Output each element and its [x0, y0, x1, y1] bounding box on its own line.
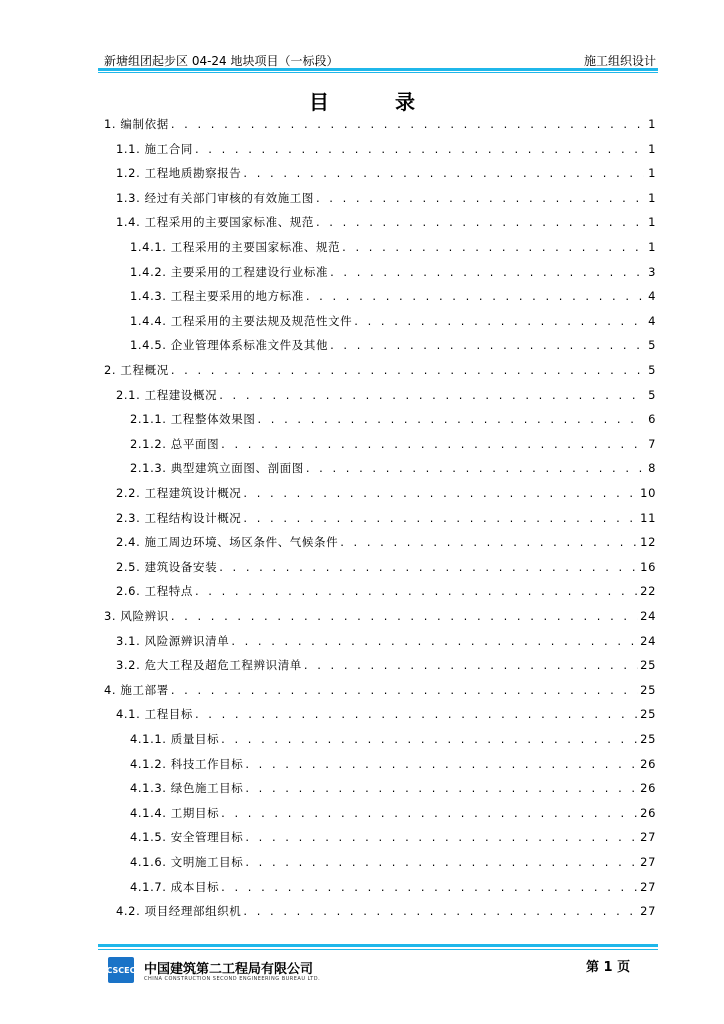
toc-dot-leader — [243, 486, 638, 500]
toc-entry-page: 12 — [640, 535, 656, 550]
toc-entry-title: 2.1.2. 总平面图 — [130, 436, 220, 451]
toc-dot-leader — [306, 461, 644, 475]
toc-entry-page: 5 — [648, 363, 656, 377]
toc-dot-leader — [231, 634, 638, 648]
toc-dot-leader — [342, 240, 644, 254]
toc-entry — [116, 583, 656, 603]
toc-entry — [116, 387, 656, 407]
toc-entry — [116, 534, 656, 554]
toc-entry-title: 4.1.5. 安全管理目标 — [130, 830, 244, 845]
toc-entry — [116, 706, 656, 726]
toc-dot-leader — [243, 166, 644, 180]
toc-entry — [130, 756, 656, 776]
toc-entry-page: 5 — [648, 387, 656, 402]
toc-dot-leader — [245, 830, 638, 844]
toc-entry — [130, 288, 656, 308]
toc-dot-leader — [221, 732, 638, 746]
toc-entry — [116, 141, 656, 161]
footer-rule-thin — [98, 949, 658, 950]
toc-entry-title: 2.1.1. 工程整体效果图 — [130, 412, 256, 427]
header-project-title: 新塘组团起步区 04-24 地块项目（一标段） — [104, 54, 339, 68]
toc-entry-title: 2.6. 工程特点 — [116, 584, 193, 599]
toc-dot-leader — [171, 117, 644, 131]
toc-entry-page: 25 — [640, 682, 656, 697]
toc-entry-title: 3.2. 危大工程及超危工程辨识清单 — [116, 658, 302, 673]
toc-dot-leader — [257, 412, 644, 426]
toc-entry-page: 1 — [648, 166, 656, 181]
toc-entry-page: 1 — [648, 141, 656, 156]
toc-entry-title: 4.1.1. 质量目标 — [130, 732, 220, 746]
toc-dot-leader — [245, 781, 638, 795]
toc-entry-title: 1. 编制依据 — [104, 117, 169, 131]
toc-dot-leader — [243, 511, 638, 525]
toc-entry-title: 4.1.7. 成本目标 — [130, 879, 220, 894]
toc-entry-title: 4.1. 工程目标 — [116, 707, 193, 722]
toc-dot-leader — [316, 191, 644, 205]
company-name-english: CHINA CONSTRUCTION SECOND ENGINEERING BUREAU LTD. — [144, 976, 321, 982]
toc-entry-page: 26 — [640, 756, 656, 771]
toc-entry-page: 25 — [640, 707, 656, 722]
logo-lettering: CSCEC — [106, 965, 136, 975]
toc-entry — [130, 411, 656, 431]
toc-entry-page: 22 — [640, 584, 656, 599]
toc-entry-page: 25 — [640, 732, 656, 746]
page-header — [104, 48, 656, 68]
toc-entry — [116, 903, 656, 923]
toc-entry-page: 11 — [640, 510, 656, 525]
toc-dot-leader — [245, 855, 638, 869]
toc-entry — [130, 313, 656, 333]
toc-entry — [104, 682, 656, 702]
toc-dot-leader — [221, 437, 644, 451]
toc-entry-page: 25 — [640, 658, 656, 673]
toc-entry-title: 2. 工程概况 — [104, 363, 169, 377]
toc-dot-leader — [340, 535, 638, 549]
toc-dot-leader — [171, 363, 644, 377]
toc-dot-leader — [221, 806, 638, 820]
toc-entry — [116, 485, 656, 505]
toc-entry-page: 3 — [648, 264, 656, 279]
toc-entry — [116, 510, 656, 530]
toc-entry-page: 26 — [640, 805, 656, 820]
company-logo-icon — [108, 957, 134, 983]
toc-dot-leader — [304, 658, 638, 672]
toc-entry-title: 4.1.3. 绿色施工目标 — [130, 781, 244, 796]
header-rule — [98, 68, 658, 71]
toc-dot-leader — [330, 265, 644, 279]
toc-dot-leader — [171, 683, 638, 697]
toc-entry-title: 1.4.5. 企业管理体系标准文件及其他 — [130, 338, 329, 353]
toc-entry-title: 4.1.2. 科技工作目标 — [130, 756, 244, 771]
toc-entry — [130, 239, 656, 259]
toc-entry-page: 1 — [648, 117, 656, 131]
toc-entry-page: 4 — [648, 313, 656, 328]
toc-entry — [130, 436, 656, 456]
toc-entry-title: 4.1.6. 文明施工目标 — [130, 855, 244, 869]
header-rule-thin — [98, 72, 658, 73]
toc-entry — [130, 731, 656, 751]
toc-entry — [130, 460, 656, 480]
toc-entry-page: 26 — [640, 781, 656, 796]
toc-entry — [116, 657, 656, 677]
toc-entry-page: 24 — [640, 609, 656, 623]
toc-entry — [104, 608, 656, 628]
toc-dot-leader — [243, 904, 638, 918]
toc-entry — [130, 264, 656, 284]
toc-dot-leader — [245, 757, 638, 771]
toc-entry-title: 1.4. 工程采用的主要国家标准、规范 — [116, 215, 314, 230]
toc-entry-title: 3. 风险辨识 — [104, 609, 169, 623]
toc-entry — [104, 116, 656, 136]
toc-entry — [116, 559, 656, 579]
toc-entry-title: 1.4.2. 主要采用的工程建设行业标准 — [130, 264, 329, 279]
toc-entry-title: 2.2. 工程建筑设计概况 — [116, 486, 242, 500]
page-number: 第 1 页 — [586, 960, 631, 975]
toc-dot-leader — [195, 142, 644, 156]
toc-entry-page: 27 — [640, 830, 656, 845]
toc-entry — [130, 879, 656, 899]
toc-dot-leader — [195, 707, 638, 721]
toc-entry-page: 4 — [648, 289, 656, 304]
toc-entry — [116, 633, 656, 653]
toc-entry-title: 1.3. 经过有关部门审核的有效施工图 — [116, 190, 314, 205]
toc-heading: 目录 — [309, 90, 481, 114]
toc-dot-leader — [219, 560, 638, 574]
toc-dot-leader — [316, 215, 644, 229]
toc-entry — [116, 214, 656, 234]
toc-entry-page: 7 — [648, 436, 656, 451]
toc-entry — [130, 854, 656, 874]
toc-entry — [104, 362, 656, 382]
company-name-chinese: 中国建筑第二工程局有限公司 — [144, 962, 314, 977]
toc-entry-title: 1.1. 施工合同 — [116, 141, 193, 156]
toc-entry-page: 5 — [648, 338, 656, 353]
toc-entry — [116, 190, 656, 210]
toc-entry-page: 16 — [640, 559, 656, 574]
toc-entry-title: 2.5. 建筑设备安装 — [116, 559, 218, 574]
toc-entry-page: 10 — [640, 486, 656, 500]
toc-entry-page: 27 — [640, 855, 656, 869]
toc-entry-title: 4.2. 项目经理部组织机 — [116, 904, 242, 919]
toc-dot-leader — [330, 338, 644, 352]
toc-dot-leader — [306, 289, 644, 303]
toc-dot-leader — [195, 584, 638, 598]
toc-entry — [130, 337, 656, 357]
toc-dot-leader — [171, 609, 638, 623]
footer-rule — [98, 944, 658, 947]
toc-entry-title: 2.1. 工程建设概况 — [116, 387, 218, 402]
header-document-type: 施工组织设计 — [583, 54, 656, 68]
toc-entry — [130, 829, 656, 849]
toc-entry-page: 8 — [648, 461, 656, 476]
toc-entry-title: 1.2. 工程地质勘察报告 — [116, 166, 242, 181]
toc-entry-title: 1.4.3. 工程主要采用的地方标准 — [130, 289, 304, 304]
toc-entry-title: 2.1.3. 典型建筑立面图、剖面图 — [130, 461, 304, 476]
toc-entry — [130, 805, 656, 825]
toc-entry-page: 27 — [640, 904, 656, 919]
toc-entry-title: 1.4.1. 工程采用的主要国家标准、规范 — [130, 240, 341, 254]
toc-dot-leader — [354, 314, 644, 328]
toc-entry-page: 24 — [640, 633, 656, 648]
toc-entry-page: 1 — [648, 215, 656, 230]
toc-entry — [116, 165, 656, 185]
toc-entry-title: 2.3. 工程结构设计概况 — [116, 510, 242, 525]
toc-entry-title: 4.1.4. 工期目标 — [130, 805, 220, 820]
toc-entry-title: 2.4. 施工周边环境、场区条件、气候条件 — [116, 535, 339, 550]
toc-dot-leader — [219, 388, 644, 402]
toc-entry — [130, 780, 656, 800]
toc-entry-page: 1 — [648, 190, 656, 205]
toc-entry-title: 3.1. 风险源辨识清单 — [116, 633, 230, 648]
toc-dot-leader — [221, 880, 638, 894]
toc-entry-page: 6 — [648, 412, 656, 427]
toc-entry-page: 1 — [648, 240, 656, 254]
toc-entry-title: 1.4.4. 工程采用的主要法规及规范性文件 — [130, 313, 353, 328]
toc-entry-page: 27 — [640, 879, 656, 894]
toc-entry-title: 4. 施工部署 — [104, 682, 169, 697]
